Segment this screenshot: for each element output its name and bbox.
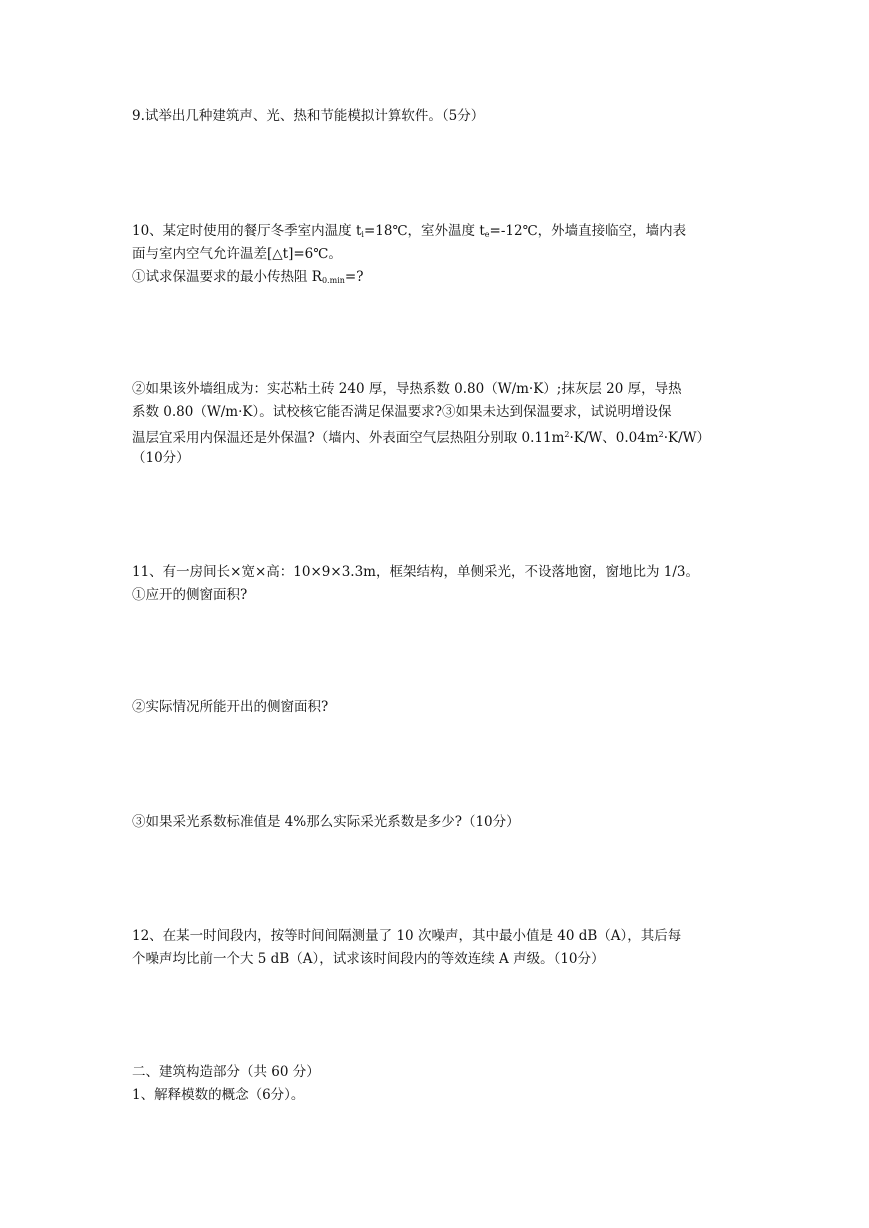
question-10-part-2-line-3: 温层宜采用内保温还是外保温?（墙内、外表面空气层热阻分别取 $0.11m^2\cdot K/W$、$0.04m^2\cdot K/W$） [132,430,711,446]
question-10-part-1: ①试求保温要求的最小传热阻 $R_{0.min}=$? [132,269,364,285]
question-11-part-1: ①应开的侧窗面积? [132,587,248,603]
question-10-line-2: 面与室内空气允许温差[△t]=6℃。 [132,246,342,262]
section-2-question-1: 1、解释模数的概念（6分）。 [132,1087,305,1103]
question-12-line-1: 12、在某一时间段内，按等时间间隔测量了 10 次噪声，其中最小值是 40 dB（A），其后每 [132,928,682,944]
question-10-part-2-line-1: ②如果该外墙组成为：实芯粘土砖 240 厚，导热系数 0.80（W/m·K）;抹灰层 20 厚，导热 [132,381,682,397]
question-10-part-2-line-2: 系数 0.80（W/m·K）。试校核它能否满足保温要求?③如果未达到保温要求，试说明增设保 [132,404,672,420]
question-11-line-1: 11、有一房间长×宽×高：10×9×3.3m，框架结构，单侧采光，不设落地窗，窗地比为 1/3。 [132,564,699,580]
question-10-line-1: 10、某定时使用的餐厅冬季室内温度 $t_i=18℃$，室外温度 $t_e=-12℃$，外墙直接临空，墙内表 [132,223,687,239]
question-11-part-3: ③如果采光系数标准值是 4%那么实际采光系数是多少?（10分） [132,814,520,830]
question-12-line-2: 个噪声均比前一个大 5 dB（A），试求该时间段内的等效连续 A 声级。（10分） [132,951,605,967]
question-9: 9.试举出几种建筑声、光、热和节能模拟计算软件。（5分） [132,108,485,124]
section-2-heading: 二、建筑构造部分（共 60 分） [132,1064,320,1080]
question-11-part-2: ②实际情况所能开出的侧窗面积? [132,699,329,715]
question-10-part-2-line-4: （10分） [132,450,190,466]
